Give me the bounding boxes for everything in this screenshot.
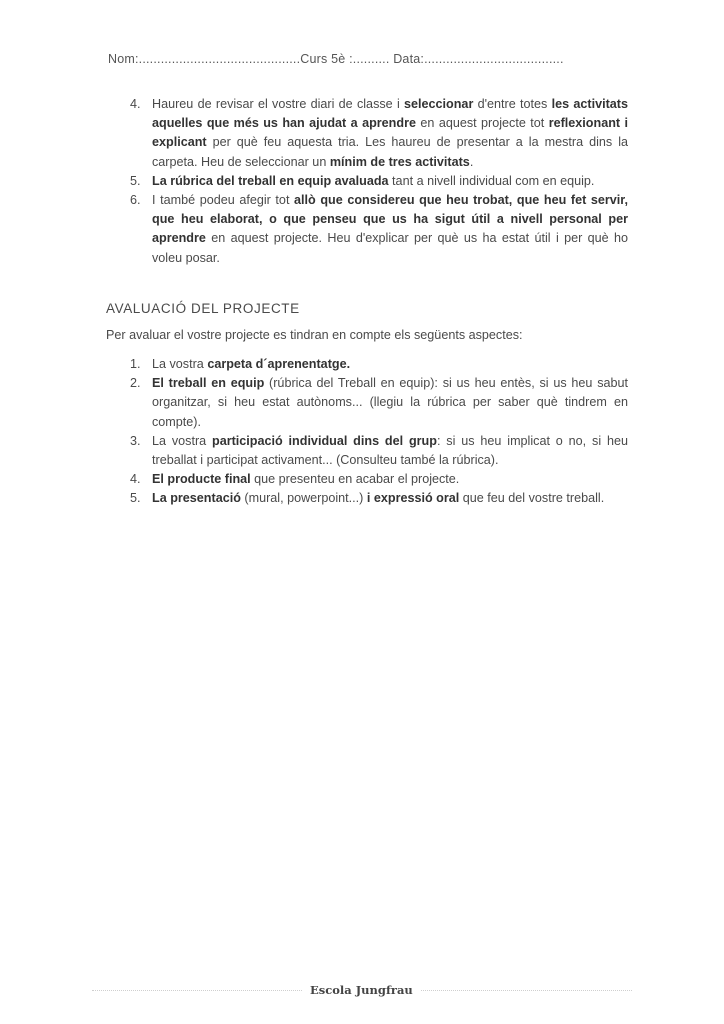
section-intro: Per avaluar el vostre projecte es tindran en compte els següents aspectes: <box>106 328 523 342</box>
list-item-bold-text: carpeta d´aprenentatge. <box>207 357 351 371</box>
list-item-bold-text: La rúbrica del treball en equip avaluada <box>152 173 389 188</box>
list-item <box>130 355 628 374</box>
list-item-text: tant a nivell individual com en equip. <box>388 173 595 188</box>
list-item-text: (mural, powerpoint...) <box>240 491 367 506</box>
list-item-text: en aquest projecte. Heu d'explicar per què us ha estat útil i per què ho voleu posar. <box>152 231 628 265</box>
list-item-number: 2. <box>130 376 141 391</box>
list-item-number: 4. <box>130 97 141 111</box>
list-item-text: . <box>469 154 474 169</box>
list-item <box>130 172 628 191</box>
student-info-line: Nom:............................................Curs 5è :.......... Data:...................................... <box>108 52 564 66</box>
list-item-text: que presenteu en acabar el projecte. <box>250 472 460 487</box>
list-item <box>130 432 628 470</box>
list-item-text: d'entre totes <box>473 97 552 111</box>
list-item-text: Haureu de revisar el vostre diari de classe i <box>152 97 405 111</box>
list-item-bold-text: i expressió oral <box>366 491 460 506</box>
list-item <box>130 95 628 172</box>
list-item-text: La vostra <box>152 357 208 371</box>
list-item-text: : si us heu implicat o no, si heu treballat i participat activament... (Consulteu també la rúbrica). <box>152 433 628 468</box>
list-item-bold-text: seleccionar <box>404 97 474 111</box>
submission-items-list <box>130 95 628 268</box>
list-item-bold-text: allò que considereu que heu trobat, que heu fet servir, que heu elaborat, o que penseu que us ha sigut útil a nivell personal per aprendre <box>152 193 628 246</box>
list-item-bold-text: El producte final <box>152 472 251 487</box>
list-item <box>130 470 628 489</box>
list-item-number: 4. <box>130 472 141 487</box>
list-item-text: I també podeu afegir tot <box>152 193 295 208</box>
footer-school-name: Escola Jungfrau <box>302 983 421 997</box>
list-item-bold-text: mínim de tres activitats <box>329 154 470 169</box>
list-item-bold-text: reflexionant i explicant <box>152 116 628 150</box>
list-item-bold-text: El treball en equip <box>152 376 265 391</box>
evaluation-criteria-list <box>130 355 628 509</box>
list-item-bold-text: les activitats aquelles que més us han ajudat a aprendre <box>152 97 628 131</box>
list-item-number: 5. <box>130 491 141 506</box>
list-item-text: en aquest projecte tot <box>415 116 549 131</box>
list-item-text: La vostra <box>152 433 213 448</box>
list-item-text: (rúbrica del Treball en equip): si us heu entès, si us heu sabut organitzar, si heu estat autònoms... (llegiu la rúbrica per saber què tindrem en compte). <box>152 376 628 429</box>
list-item-number: 3. <box>130 433 141 448</box>
list-item <box>130 374 628 432</box>
list-item-number: 1. <box>130 357 141 371</box>
list-item <box>130 191 628 268</box>
list-item-number: 5. <box>130 173 141 188</box>
list-item <box>130 489 628 508</box>
list-item-text: que feu del vostre treball. <box>459 491 605 506</box>
list-item-text: per què feu aquesta tria. Les haureu de presentar a la mestra dins la carpeta. Heu de seleccionar un <box>152 135 628 169</box>
list-item-number: 6. <box>130 193 141 208</box>
list-item-bold-text: La presentació <box>152 491 241 506</box>
section-title: AVALUACIÓ DEL PROJECTE <box>106 301 300 316</box>
list-item-bold-text: participació individual dins del grup <box>212 433 437 448</box>
